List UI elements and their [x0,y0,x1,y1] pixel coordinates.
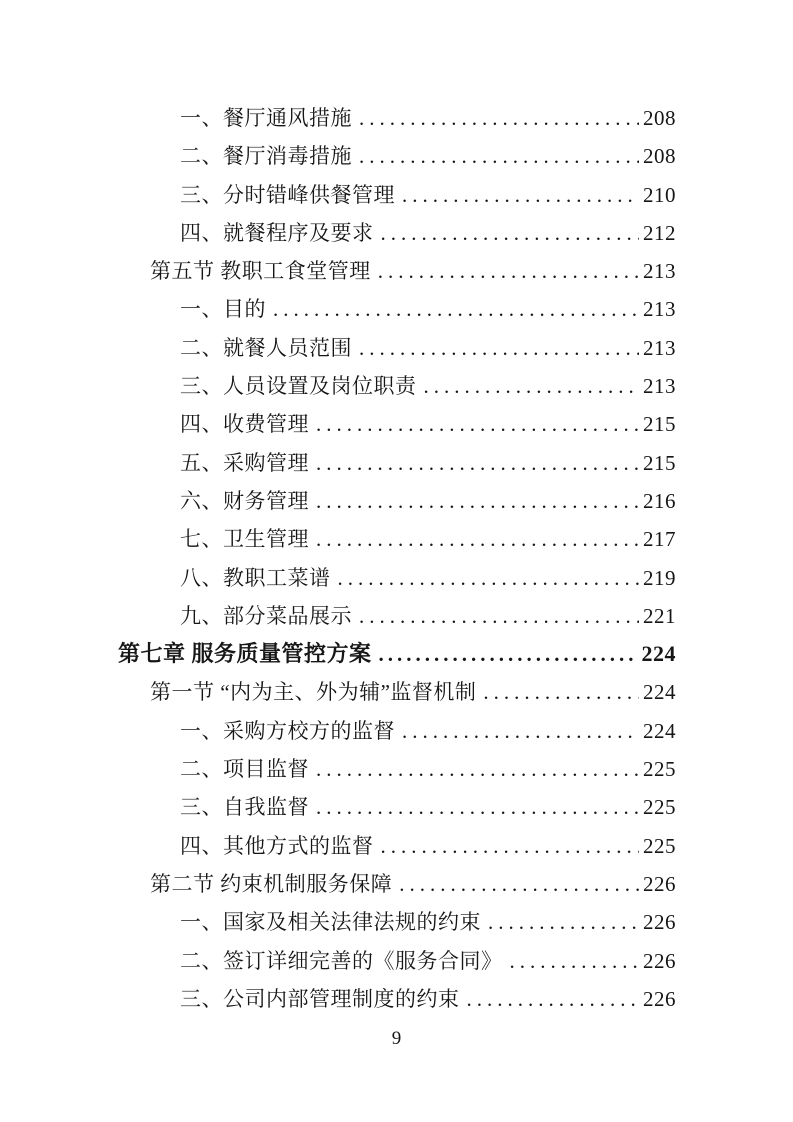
toc-entry-label: 第五节 教职工食堂管理 [150,259,371,284]
toc-entry-page: 226 [643,871,676,896]
toc-dot-leader [309,444,639,482]
toc-dot-leader [331,559,640,597]
toc-entry-label: 三、人员设置及岗位职责 [180,374,417,399]
toc-entry-page: 215 [643,450,676,475]
page-footer [0,1026,793,1052]
toc-entry-label: 一、餐厅通风措施 [180,106,352,130]
toc-entry-page: 224 [643,718,676,743]
toc-entry [118,673,676,711]
toc-dot-leader [374,827,640,865]
toc-dot-leader [372,635,638,673]
toc-entry [118,520,676,558]
toc-entry-page: 224 [643,680,676,705]
toc-entry [118,980,676,1018]
toc-entry-label: 三、分时错峰供餐管理 [180,182,395,207]
toc-entry [118,635,676,673]
toc-entry [118,329,676,367]
toc-dot-leader [371,252,639,290]
toc-entry-label: 一、采购方校方的监督 [180,718,395,743]
toc-dot-leader [309,750,639,788]
toc-dot-leader [392,865,639,903]
toc-dot-leader [352,597,639,635]
toc-entry-label: 四、收费管理 [180,412,309,437]
toc-entry [118,903,676,941]
toc-dot-leader [503,942,640,980]
toc-entry-label: 二、就餐人员范围 [180,335,352,360]
toc-dot-leader [395,176,639,214]
toc-entry-label: 七、卫生管理 [180,527,309,552]
toc-entry-label: 二、签订详细完善的《服务合同》 [180,948,503,973]
toc-entry-page: 216 [643,488,676,513]
toc-dot-leader [417,367,640,405]
toc-entry-page: 212 [643,220,676,245]
toc-dot-leader [352,329,639,367]
toc-entry-page: 226 [643,948,676,973]
toc-entry-page: 208 [643,144,676,169]
toc-entry [118,597,676,635]
toc-entry-label: 二、餐厅消毒措施 [180,144,352,169]
toc-entry [118,137,676,175]
toc-entry-label: 四、其他方式的监督 [180,833,374,858]
toc-entry [118,290,676,328]
toc-entry-page: 224 [641,641,676,667]
toc-entry-page: 213 [643,335,676,360]
toc-entry [118,712,676,750]
toc-entry [118,176,676,214]
toc-entry [118,559,676,597]
toc-entry-page: 208 [643,106,676,130]
toc-entry [118,827,676,865]
toc-entry-label: 八、教职工菜谱 [180,565,331,590]
toc-entry-page: 225 [643,757,676,782]
toc-entry-label: 第七章 服务质量管控方案 [118,641,372,667]
toc-entry-label: 五、采购管理 [180,450,309,475]
toc-entry-label: 一、目的 [180,297,266,322]
toc-entry [118,482,676,520]
toc-entry [118,942,676,980]
toc-dot-leader [374,214,640,252]
toc-entry-page: 217 [643,527,676,552]
footer-page-number: 9 [391,1028,402,1049]
toc-entry-page: 215 [643,412,676,437]
toc-dot-leader [309,482,639,520]
toc-entry-label: 六、财务管理 [180,488,309,513]
toc-entry [118,444,676,482]
toc-dot-leader [395,712,639,750]
toc-entry-page: 213 [643,374,676,399]
toc-dot-leader [266,290,639,328]
toc-dot-leader [352,137,639,175]
toc-dot-leader [476,673,639,711]
toc-dot-leader [481,903,639,941]
toc-entry-page: 213 [643,297,676,322]
toc-dot-leader [309,788,639,826]
toc-entry [118,252,676,290]
toc-entry [118,405,676,443]
toc-entry-page: 221 [643,603,676,628]
toc-entry-label: 三、公司内部管理制度的约束 [180,986,460,1011]
toc-dot-leader [352,99,639,137]
toc-entry-page: 213 [643,259,676,284]
toc-entry-page: 226 [643,910,676,935]
toc-entry-label: 四、就餐程序及要求 [180,220,374,245]
toc-entry-label: 九、部分菜品展示 [180,603,352,628]
toc-entry-page: 225 [643,795,676,820]
toc-dot-leader [309,520,639,558]
toc-entry [118,99,676,137]
toc-entry-label: 二、项目监督 [180,757,309,782]
toc-dot-leader [309,405,639,443]
toc-dot-leader [460,980,640,1018]
toc-entry [118,367,676,405]
toc-entry-label: 三、自我监督 [180,795,309,820]
toc-entry [118,214,676,252]
toc-entry-page: 225 [643,833,676,858]
toc-entry-page: 219 [643,565,676,590]
toc-entry-page: 210 [643,182,676,207]
toc-entry [118,865,676,903]
toc-list [118,99,676,1018]
toc-entry-page: 226 [643,986,676,1011]
toc-entry [118,788,676,826]
toc-entry-label: 第二节 约束机制服务保障 [150,871,393,896]
toc-entry-label: 第一节 “内为主、外为辅”监督机制 [150,680,477,705]
toc-entry-label: 一、国家及相关法律法规的约束 [180,910,481,935]
toc-entry [118,750,676,788]
